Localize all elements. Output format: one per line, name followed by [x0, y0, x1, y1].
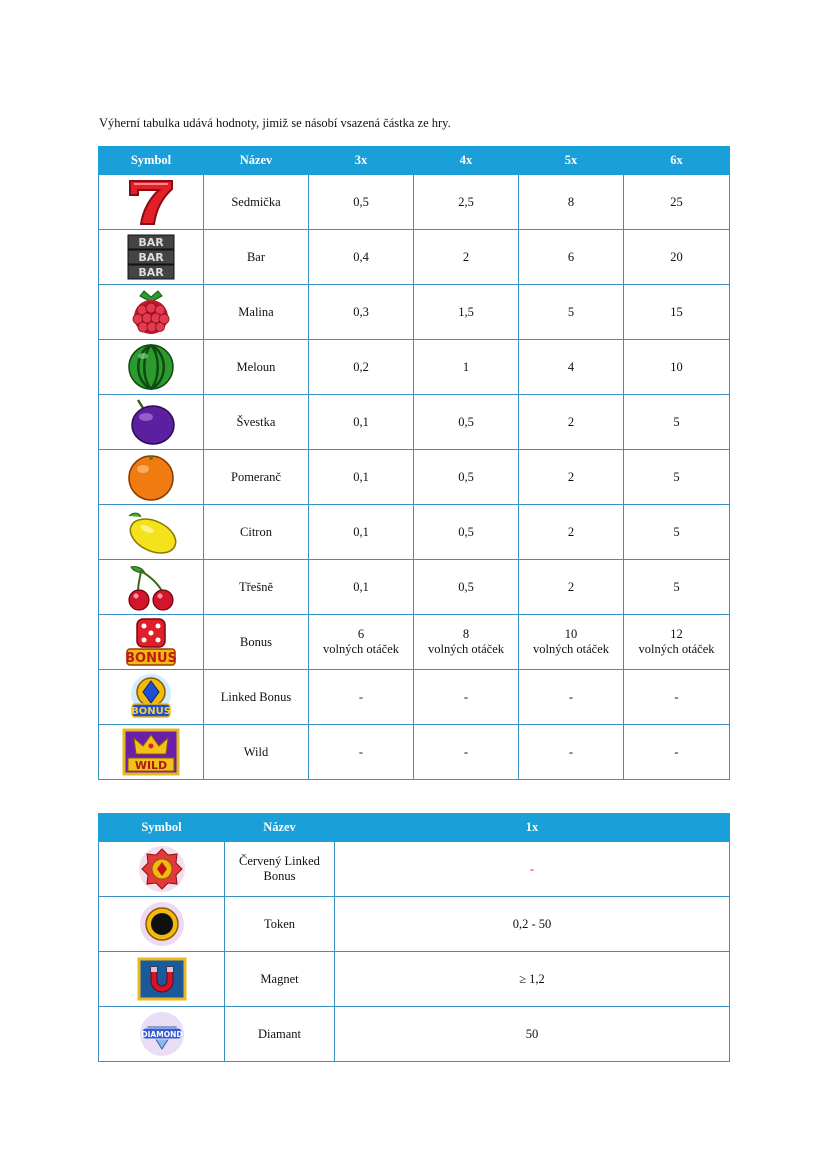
- header-3x: 3x: [309, 147, 414, 175]
- value-cell: -: [335, 842, 730, 897]
- header-name: Název: [225, 814, 335, 842]
- value-cell: 0,1: [309, 450, 414, 505]
- table-row: [99, 450, 730, 505]
- value-cell: -: [519, 725, 624, 780]
- name-cell: Bar: [204, 230, 309, 285]
- value-cell: 25: [624, 175, 730, 230]
- value-cell: 2: [519, 560, 624, 615]
- symbol-cell: [99, 450, 204, 505]
- symbol-cell: [99, 897, 225, 952]
- watermelon-icon: [126, 343, 176, 391]
- value-cell: -: [414, 725, 519, 780]
- cherry-icon: [123, 563, 179, 611]
- value-cell: 0,5: [414, 450, 519, 505]
- name-cell: Diamant: [225, 1007, 335, 1062]
- symbol-cell: [99, 560, 204, 615]
- free-spins-label: volných otáček: [532, 642, 609, 656]
- table-row: [99, 395, 730, 450]
- table-row: [99, 230, 730, 285]
- value-cell: 0,1: [309, 560, 414, 615]
- free-spins-label: volných otáček: [322, 642, 399, 656]
- value-cell: -: [624, 725, 730, 780]
- header-row: [99, 147, 730, 175]
- value-cell: 2: [519, 450, 624, 505]
- free-spins-count: 6: [357, 627, 365, 641]
- value-cell: -: [414, 670, 519, 725]
- symbol-cell: [99, 395, 204, 450]
- table-row: [99, 670, 730, 725]
- symbol-cell: [99, 285, 204, 340]
- table-row: [99, 340, 730, 395]
- name-cell: Token: [225, 897, 335, 952]
- table-row: [99, 175, 730, 230]
- svg-text:DIAMOND: DIAMOND: [140, 1030, 183, 1039]
- value-cell: 6: [519, 230, 624, 285]
- free-spins-label: volných otáček: [427, 642, 504, 656]
- value-cell: 5: [624, 560, 730, 615]
- symbol-cell: [99, 952, 225, 1007]
- value-cell: 1: [414, 340, 519, 395]
- free-spins-count: 10: [564, 627, 578, 641]
- svg-text:BONUS: BONUS: [125, 651, 177, 666]
- value-cell: 0,1: [309, 395, 414, 450]
- plum-icon: [126, 398, 176, 446]
- svg-text:BAR: BAR: [138, 236, 164, 249]
- value-cell: 0,5: [414, 395, 519, 450]
- value-cell: -: [624, 670, 730, 725]
- table-row: [99, 1007, 730, 1062]
- value-cell: ≥ 1,2: [335, 952, 730, 1007]
- bar-icon: [126, 233, 176, 281]
- header-5x: 5x: [519, 147, 624, 175]
- linked-bonus-icon: [125, 672, 177, 722]
- value-cell: 0,1: [309, 505, 414, 560]
- symbol-cell: [99, 842, 225, 897]
- value-cell: 2: [414, 230, 519, 285]
- symbol-cell: [99, 505, 204, 560]
- name-cell: Bonus: [204, 615, 309, 670]
- header-6x: 6x: [624, 147, 730, 175]
- value-cell: 2,5: [414, 175, 519, 230]
- free-spins-label: volných otáček: [638, 642, 715, 656]
- table-row: [99, 952, 730, 1007]
- value-cell: -: [309, 725, 414, 780]
- value-cell: 15: [624, 285, 730, 340]
- value-cell: [309, 615, 414, 670]
- orange-icon: [126, 453, 176, 501]
- bonus-dice-icon: [125, 617, 177, 667]
- name-cell: Pomeranč: [204, 450, 309, 505]
- value-cell: 20: [624, 230, 730, 285]
- lemon-icon: [123, 508, 179, 556]
- magnet-icon: [137, 957, 187, 1001]
- value-cell: 0,5: [309, 175, 414, 230]
- symbol-cell: [99, 175, 204, 230]
- value-cell: 10: [624, 340, 730, 395]
- name-cell: Sedmička: [204, 175, 309, 230]
- name-cell: Malina: [204, 285, 309, 340]
- paytable-main: [98, 146, 730, 780]
- header-4x: 4x: [414, 147, 519, 175]
- name-cell: Červený Linked Bonus: [225, 842, 335, 897]
- svg-text:WILD: WILD: [134, 759, 168, 772]
- symbol-cell: [99, 670, 204, 725]
- svg-text:BAR: BAR: [138, 251, 164, 264]
- svg-text:BONUS: BONUS: [131, 706, 171, 717]
- free-spins-count: 12: [670, 627, 683, 641]
- header-symbol: Symbol: [99, 147, 204, 175]
- value-cell: [414, 615, 519, 670]
- symbol-cell: [99, 1007, 225, 1062]
- value-cell: 0,4: [309, 230, 414, 285]
- wild-crown-icon: [122, 728, 180, 776]
- name-cell: Linked Bonus: [204, 670, 309, 725]
- symbol-cell: [99, 725, 204, 780]
- symbol-cell: [99, 340, 204, 395]
- value-cell: -: [309, 670, 414, 725]
- paytable-special: [98, 813, 730, 1062]
- table-row: [99, 285, 730, 340]
- table-row: [99, 842, 730, 897]
- svg-text:BAR: BAR: [138, 266, 164, 279]
- free-spins-count: 8: [462, 627, 470, 641]
- value-cell: 0,3: [309, 285, 414, 340]
- name-cell: Třešně: [204, 560, 309, 615]
- intro-text: Výherní tabulka udává hodnoty, jimiž se násobí vsazená částka ze hry.: [99, 116, 451, 130]
- value-cell: 2: [519, 505, 624, 560]
- header-1x: 1x: [335, 814, 730, 842]
- red-linked-bonus-icon: [137, 844, 187, 894]
- value-cell: [519, 615, 624, 670]
- value-cell: 50: [335, 1007, 730, 1062]
- header-row: [99, 814, 730, 842]
- seven-icon: [126, 178, 176, 226]
- value-cell: 2: [519, 395, 624, 450]
- table-row: [99, 615, 730, 670]
- table-row: [99, 505, 730, 560]
- value-cell: 5: [624, 505, 730, 560]
- diamond-icon: [136, 1009, 188, 1059]
- table-row: [99, 725, 730, 780]
- name-cell: Wild: [204, 725, 309, 780]
- name-cell: Citron: [204, 505, 309, 560]
- value-cell: 0,2 - 50: [335, 897, 730, 952]
- value-cell: 4: [519, 340, 624, 395]
- table-row: [99, 560, 730, 615]
- value-cell: -: [519, 670, 624, 725]
- symbol-cell: [99, 615, 204, 670]
- value-cell: [624, 615, 730, 670]
- header-symbol: Symbol: [99, 814, 225, 842]
- value-cell: 5: [624, 450, 730, 505]
- value-cell: 8: [519, 175, 624, 230]
- table-row: [99, 897, 730, 952]
- value-cell: 0,5: [414, 560, 519, 615]
- value-cell: 5: [624, 395, 730, 450]
- header-name: Název: [204, 147, 309, 175]
- token-icon: [137, 899, 187, 949]
- symbol-cell: [99, 230, 204, 285]
- value-cell: 0,2: [309, 340, 414, 395]
- value-cell: 5: [519, 285, 624, 340]
- name-cell: Meloun: [204, 340, 309, 395]
- value-cell: 1,5: [414, 285, 519, 340]
- value-cell: 0,5: [414, 505, 519, 560]
- name-cell: Magnet: [225, 952, 335, 1007]
- raspberry-icon: [126, 288, 176, 336]
- name-cell: Švestka: [204, 395, 309, 450]
